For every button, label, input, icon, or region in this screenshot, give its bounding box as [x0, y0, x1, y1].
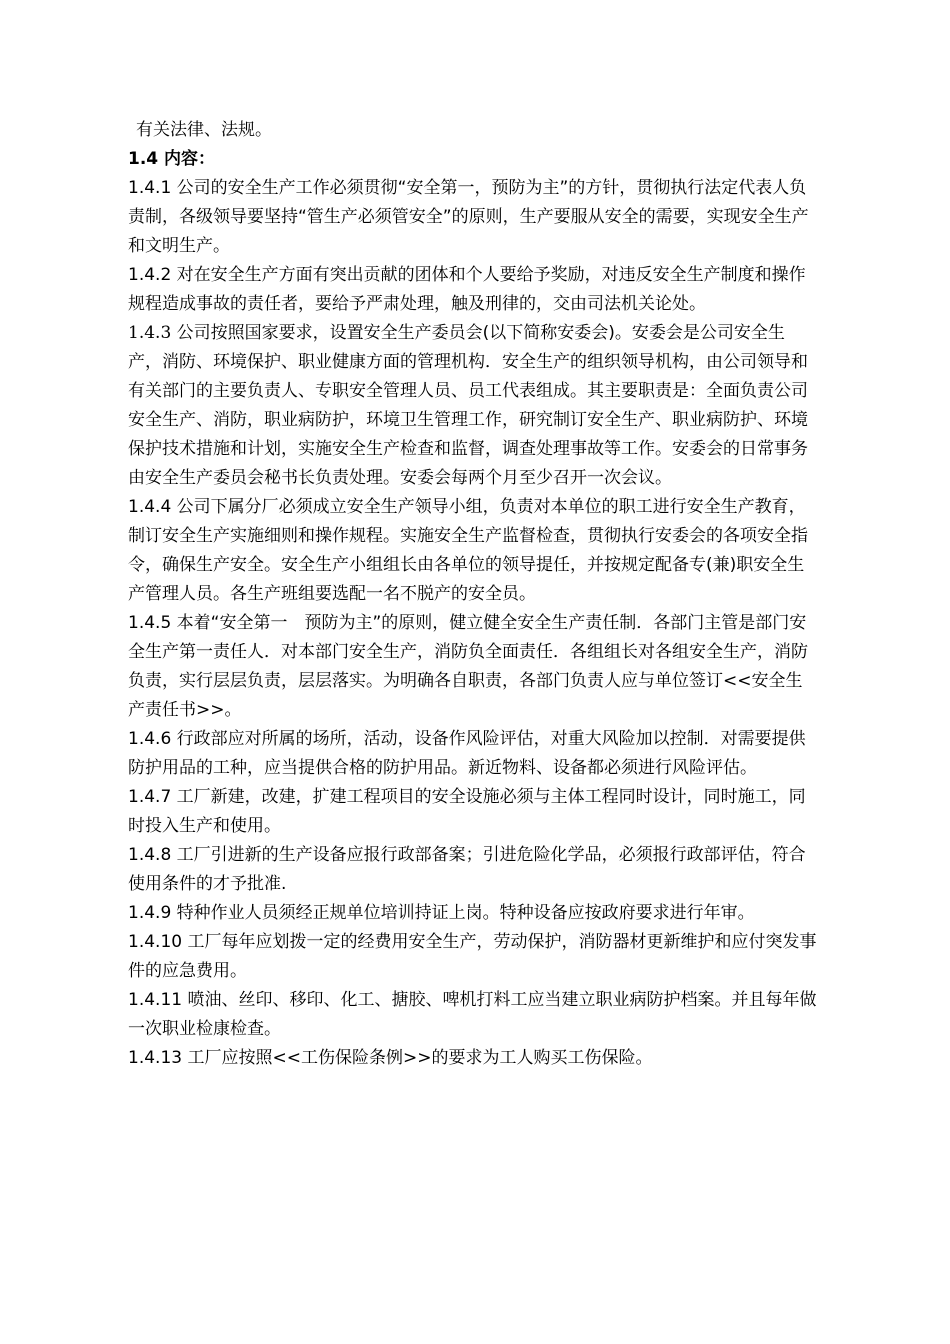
paragraph-1-4-2	[128, 261, 818, 319]
paragraph-number: 1.4.10	[128, 932, 183, 952]
paragraph-1-4-6	[128, 725, 818, 783]
paragraph-text: 对在安全生产方面有突出贡献的团体和个人要给予奖励，对违反安全生产制度和操作规程造成事故的责任者，要给予严肃处理，触及刑律的，交由司法机关论处。	[128, 265, 806, 314]
paragraph-number: 1.4.3	[128, 323, 172, 343]
paragraph-number: 1.4.13	[128, 1048, 183, 1068]
paragraph-text: 公司下属分厂必须成立安全生产领导小组，负责对本单位的职工进行安全生产教育，制订安全生产实施细则和操作规程。实施安全生产监督检查，贯彻执行安委会的各项安全指令，确保生产安全。安全生产小组组长由各单位的领导提任，并按规定配备专(兼)职安全生产管理人员。各生产班组要选配一名不脱产的安全员。	[128, 497, 808, 604]
paragraph-1-4-10	[128, 928, 818, 986]
paragraph-text: 工厂每年应划拨一定的经费用安全生产，劳动保护，消防器材更新维护和应付突发事件的应急费用。	[128, 932, 817, 981]
paragraph-text: 喷油、丝印、移印、化工、搪胶、啤机打料工应当建立职业病防护档案。并且每年做一次职业检康检查。	[128, 990, 817, 1039]
paragraph-number: 1.4.6	[128, 729, 172, 749]
intro-line: 有关法律、法规。	[136, 120, 272, 140]
paragraph-text: 行政部应对所属的场所，活动，设备作风险评估，对重大风险加以控制．对需要提供防护用品的工种，应当提供合格的防护用品。新近物料、设备都必须进行风险评估。	[128, 729, 806, 778]
paragraph-number: 1.4.8	[128, 845, 172, 865]
paragraph-1-4-13	[128, 1044, 818, 1073]
paragraph-text: 特种作业人员须经正规单位培训持证上岗。特种设备应按政府要求进行年审。	[176, 903, 755, 923]
paragraph-text: 工厂引进新的生产设备应报行政部备案；引进危险化学品，必须报行政部评估，符合使用条件的才予批准.	[128, 845, 806, 894]
paragraph-number: 1.4.4	[128, 497, 172, 517]
section-heading: 1.4 内容：	[128, 149, 216, 169]
paragraph-text: 公司的安全生产工作必须贯彻“安全第一，预防为主”的方针，贯彻执行法定代表人负责制，各级领导要坚持“管生产必须管安全”的原则，生产要服从安全的需要，实现安全生产和文明生产。	[128, 178, 809, 256]
paragraph-1-4-7	[128, 783, 818, 841]
paragraph-text: 本着“安全第一 预防为主”的原则，健立健全安全生产责任制．各部门主管是部门安全生产第一责任人．对本部门安全生产，消防负全面责任．各组组长对各组安全生产，消防负责，实行层层负责，层层落实。为明确各自职责，各部门负责人应与单位签订<<安全生产责任书>>。	[128, 613, 808, 720]
paragraph-text: 工厂新建，改建，扩建工程项目的安全设施必须与主体工程同时设计，同时施工，同时投入生产和使用。	[128, 787, 806, 836]
paragraph-number: 1.4.11	[128, 990, 183, 1010]
paragraph-text: 公司按照国家要求，设置安全生产委员会(以下简称安委会)。安委会是公司安全生产，消防、环境保护、职业健康方面的管理机构．安全生产的组织领导机构，由公司领导和有关部门的主要负责人、专职安全管理人员、员工代表组成。其主要职责是：全面负责公司安全生产、消防，职业病防护，环境卫生管理工作，研究制订安全生产、职业病防护、环境保护技术措施和计划，实施安全生产检查和监督，调查处理事故等工作。安委会的日常事务由安全生产委员会秘书长负责处理。安委会每两个月至少召开一次会议。	[128, 323, 808, 488]
paragraph-number: 1.4.5	[128, 613, 172, 633]
paragraph-1-4-8	[128, 841, 818, 899]
paragraph-1-4-11	[128, 986, 818, 1044]
paragraph-1-4-4	[128, 493, 818, 609]
paragraph-number: 1.4.1	[128, 178, 172, 198]
paragraph-1-4-1	[128, 174, 818, 261]
paragraph-text: 工厂应按照<<工伤保险条例>>的要求为工人购买工伤保险。	[187, 1048, 653, 1068]
paragraph-number: 1.4.7	[128, 787, 172, 807]
paragraph-1-4-9	[128, 899, 818, 928]
paragraph-1-4-5	[128, 609, 818, 725]
paragraph-number: 1.4.9	[128, 903, 172, 923]
document-page	[128, 116, 818, 1073]
paragraph-number: 1.4.2	[128, 265, 172, 285]
paragraph-1-4-3	[128, 319, 818, 493]
